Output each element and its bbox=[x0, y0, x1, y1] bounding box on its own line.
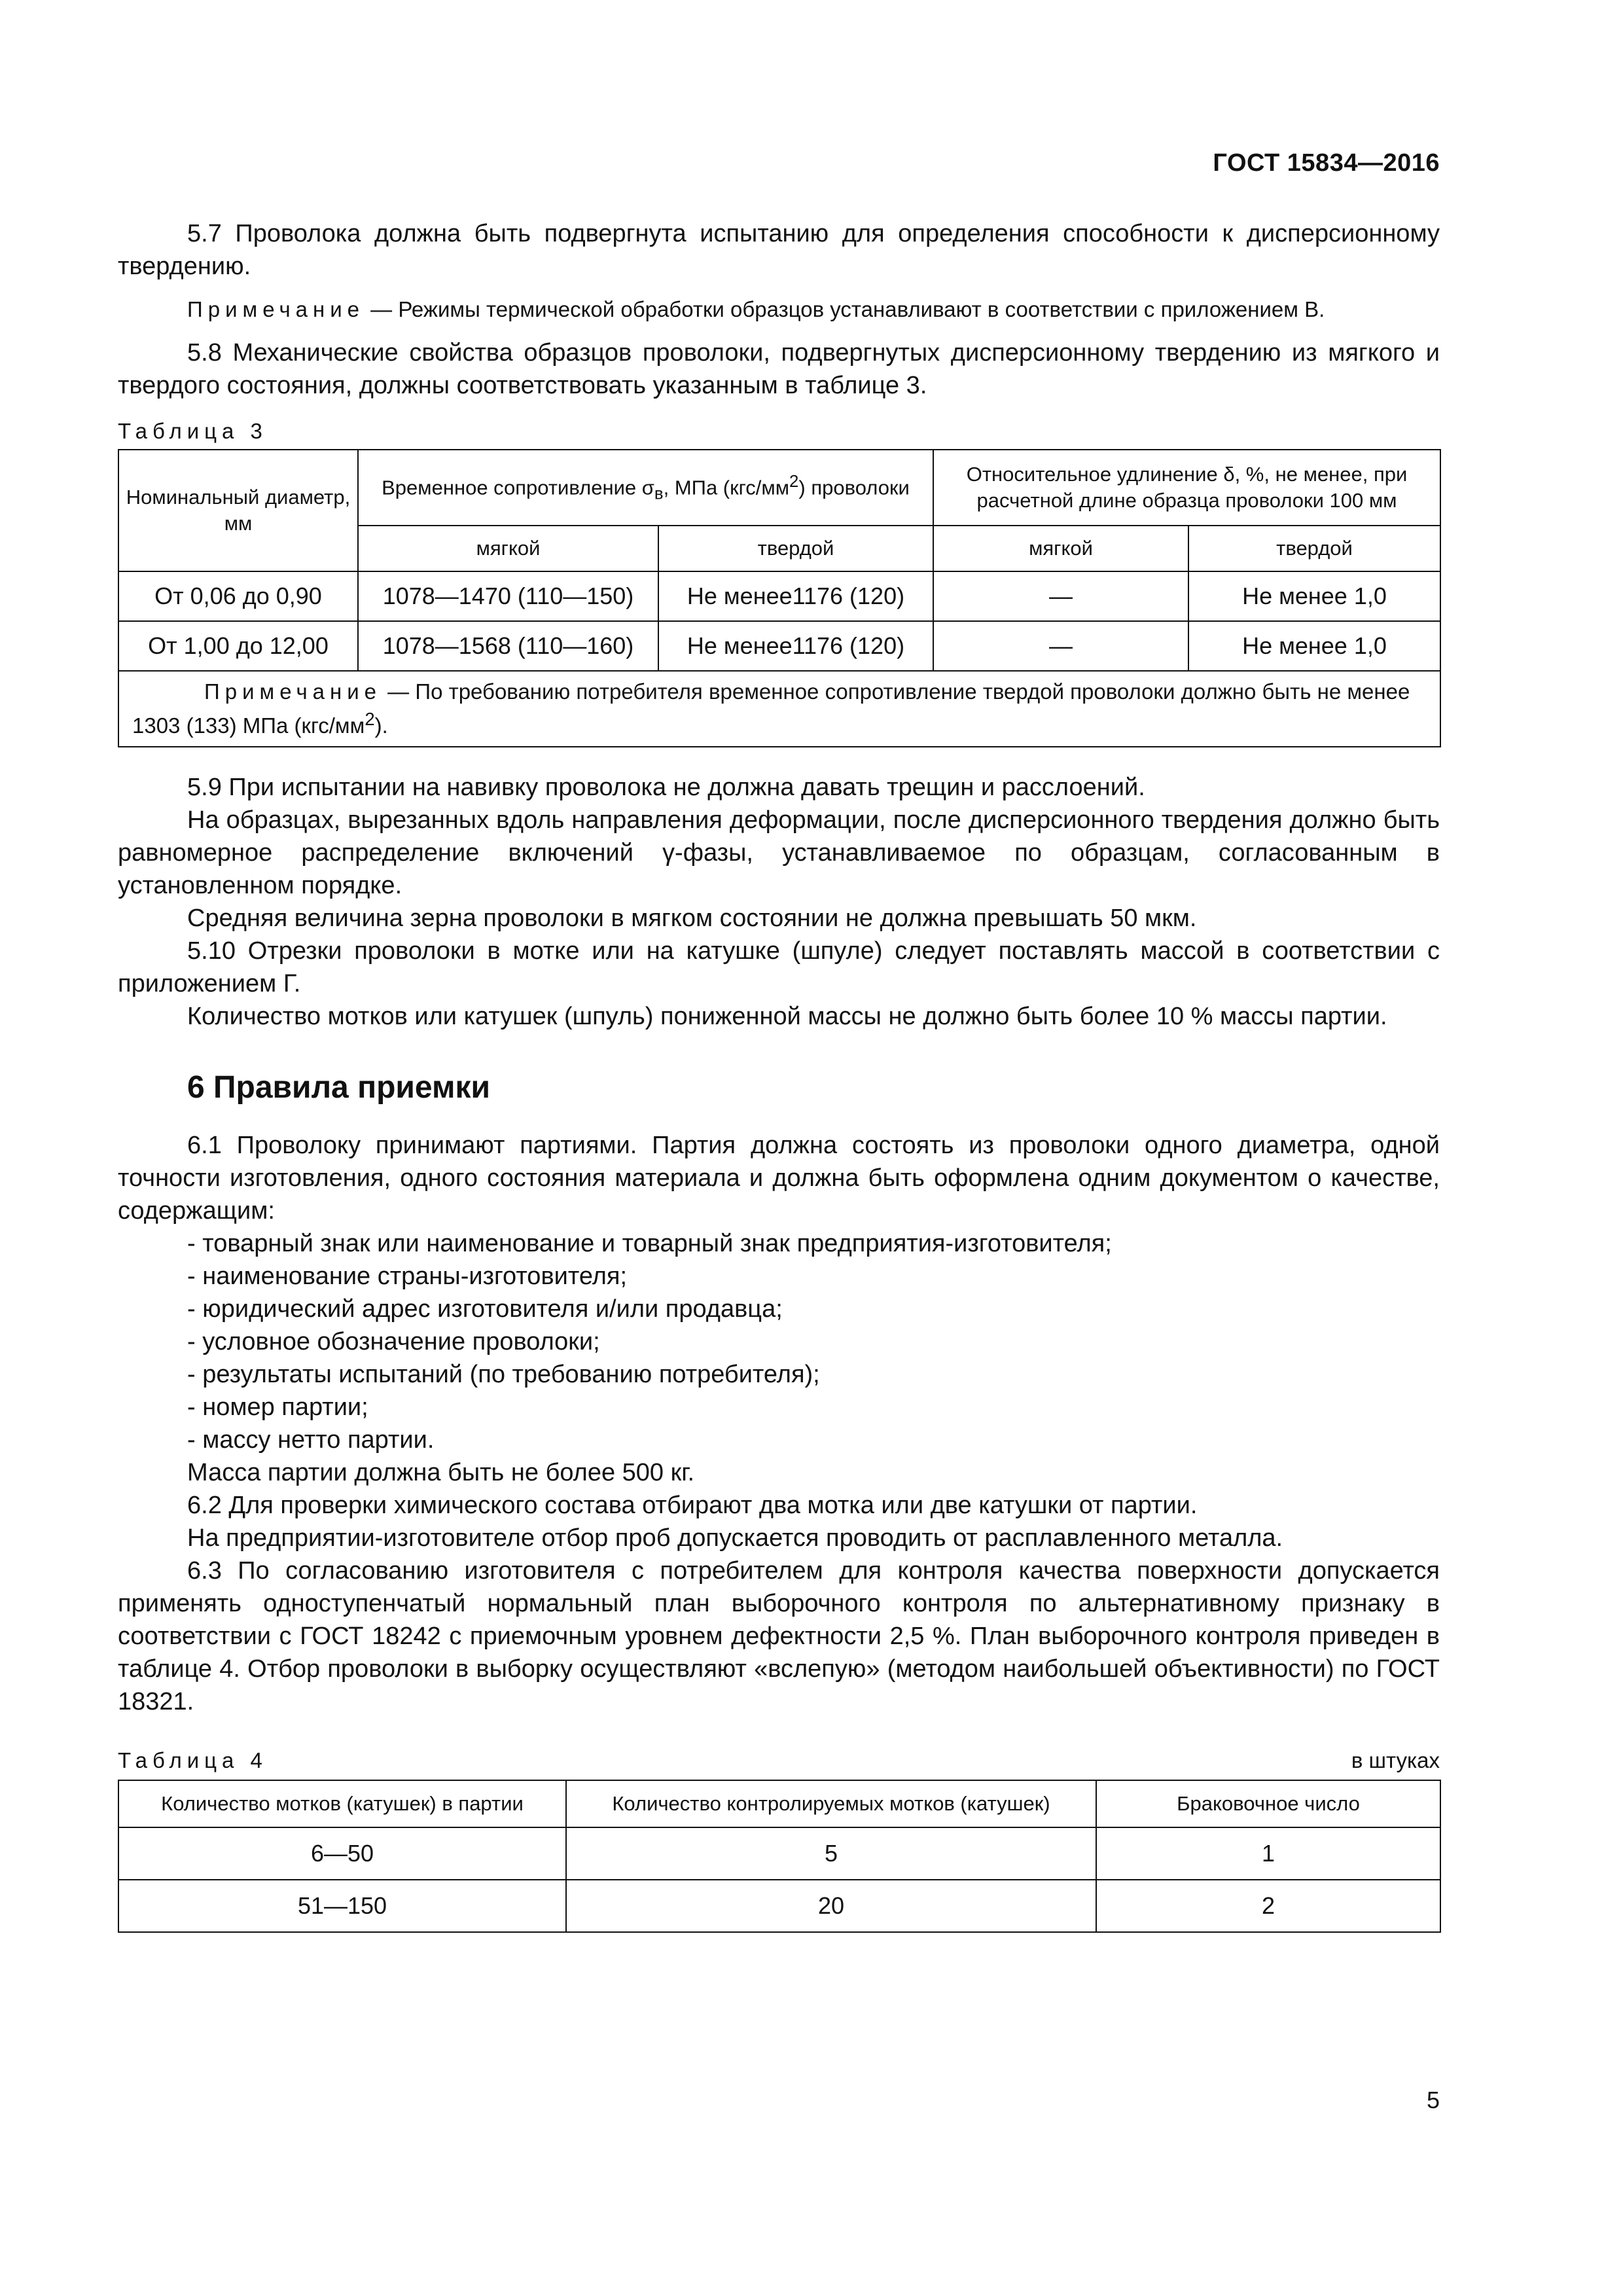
table-3-note: Примечание — По требованию потребителя временное сопротивление твердой проволоки должно быть не менее 1303 (133) МПа $(кгс/мм^2)$. bbox=[118, 671, 1440, 747]
paragraph-5-9: 5.9 При испытании на навивку проволока не должна давать трещин и расслоений. bbox=[187, 774, 1145, 801]
paragraph-6-3: 6.3 По согласованию изготовителя с потребителем для контроля качества поверхности допускается применять одноступенчатый нормальный план выборочного контроля по альтернативному признаку в соответствии с ГОСТ 18242 с приемочным уровнем дефектности 2,5 %. План выборочного контроля приведен в таблице 4. Отбор проволоки в выборку осуществляют «вслепую» (методом наибольшей объективности) по ГОСТ 18321. bbox=[118, 1557, 1440, 1715]
page-number: 5 bbox=[1426, 2087, 1440, 2113]
table-4-caption: Таблица 4 bbox=[118, 1748, 268, 1772]
list-item: - результаты испытаний (по требованию потребителя); bbox=[187, 1361, 820, 1388]
note-text: — Режимы термической обработки образцов устанавливают в соответствии с приложением В. bbox=[365, 297, 1325, 321]
list-item: - номер партии; bbox=[187, 1393, 368, 1421]
paragraph-5-9-grain: Средняя величина зерна проволоки в мягком состоянии не должна превышать 50 мкм. bbox=[187, 905, 1197, 932]
paragraph-6-2-samples: На предприятии-изготовителе отбор проб допускается проводить от расплавленного металла. bbox=[187, 1524, 1283, 1552]
paragraph-5-8: 5.8 Механические свойства образцов проволоки, подвергнутых дисперсионному твердению из мягкого и твердого состояния, должны соответствовать указанным в таблице 3. bbox=[118, 339, 1440, 399]
table-cell: — bbox=[933, 571, 1188, 621]
table-cell: 1 bbox=[1096, 1827, 1440, 1880]
section-6-title: 6 Правила приемки bbox=[187, 1070, 491, 1105]
table-cell: 20 bbox=[566, 1880, 1096, 1932]
paragraph-5-10-mass: Количество мотков или катушек (шпуль) пониженной массы не должно быть более 10 % массы партии. bbox=[187, 1003, 1387, 1030]
table-row bbox=[118, 1827, 1440, 1880]
list-item: - условное обозначение проволоки; bbox=[187, 1328, 600, 1355]
table-4 bbox=[118, 1780, 1441, 1933]
table-cell: 1078—1568 (110—160) bbox=[358, 621, 658, 671]
table-4-header-controlled: Количество контролируемых мотков (катушек) bbox=[566, 1780, 1096, 1827]
table-3-subheader-soft: мягкой bbox=[933, 526, 1188, 571]
table-cell: Не менее1176 (120) bbox=[658, 621, 933, 671]
table-cell: Не менее 1,0 bbox=[1188, 571, 1440, 621]
table-3-header-elongation: Относительное удлинение δ, %, не менее, при расчетной длине образца проволоки 100 мм bbox=[933, 450, 1440, 526]
note-5-7 bbox=[118, 296, 1440, 323]
list-item: - товарный знак или наименование и товарный знак предприятия-изготовителя; bbox=[187, 1230, 1112, 1257]
table-row bbox=[118, 621, 1440, 671]
table-cell: 51—150 bbox=[118, 1880, 566, 1932]
section-5-continued bbox=[118, 771, 1440, 1033]
note-label: Примечание bbox=[187, 297, 365, 321]
table-cell: Не менее 1,0 bbox=[1188, 621, 1440, 671]
list-item: - массу нетто партии. bbox=[187, 1426, 435, 1454]
table-cell: 6—50 bbox=[118, 1827, 566, 1880]
table-row bbox=[118, 1880, 1440, 1932]
document-code: ГОСТ 15834—2016 bbox=[1213, 149, 1440, 177]
paragraph-6-1: 6.1 Проволоку принимают партиями. Партия должна состоять из проволоки одного диаметра, одной точности изготовления, одного состояния материала и должна быть оформлена одним документом о качестве, содержащим: bbox=[118, 1132, 1440, 1225]
table-3-subheader-hard: твердой bbox=[658, 526, 933, 571]
table-3-header-diameter: Номинальный диаметр, мм bbox=[118, 450, 358, 571]
table-cell: 1078—1470 (110—150) bbox=[358, 571, 658, 621]
table-cell: От 0,06 до 0,90 bbox=[118, 571, 358, 621]
table-3-header-strength: Временное сопротивление $\sigma_в$, МПа $(кгс/мм^2)$ проволоки bbox=[358, 450, 933, 526]
paragraph-5-9-gamma: На образцах, вырезанных вдоль направления деформации, после дисперсионного твердения должно быть равномерное распределение включений γ-фазы, устанавливаемое по образцам, согласованным в установленном порядке. bbox=[118, 806, 1440, 899]
table-cell: — bbox=[933, 621, 1188, 671]
document-page bbox=[118, 0, 1440, 2296]
table-3-caption: Таблица 3 bbox=[118, 419, 268, 443]
table-cell: 2 bbox=[1096, 1880, 1440, 1932]
list-item: - наименование страны-изготовителя; bbox=[187, 1263, 628, 1290]
paragraph-5-7: 5.7 Проволока должна быть подвергнута испытанию для определения способности к дисперсионному твердению. bbox=[118, 220, 1440, 280]
table-3 bbox=[118, 449, 1441, 747]
table-cell: От 1,00 до 12,00 bbox=[118, 621, 358, 671]
table-3-subheader-hard: твердой bbox=[1188, 526, 1440, 571]
paragraph-6-2: 6.2 Для проверки химического состава отбирают два мотка или две катушки от партии. bbox=[187, 1492, 1198, 1519]
paragraph-5-10: 5.10 Отрезки проволоки в мотке или на катушке (шпуле) следует поставлять массой в соответствии с приложением Г. bbox=[118, 937, 1440, 997]
table-4-units: в штуках bbox=[1351, 1748, 1440, 1772]
table-4-caption-row bbox=[118, 1748, 1440, 1773]
document-body bbox=[118, 217, 1440, 1933]
table-cell: Не менее1176 (120) bbox=[658, 571, 933, 621]
table-row bbox=[118, 571, 1440, 621]
table-3-subheader-soft: мягкой bbox=[358, 526, 658, 571]
table-4-header-reject: Браковочное число bbox=[1096, 1780, 1440, 1827]
list-item: - юридический адрес изготовителя и/или продавца; bbox=[187, 1295, 783, 1323]
paragraph-6-1-mass: Масса партии должна быть не более 500 кг. bbox=[187, 1459, 695, 1486]
table-4-header-lots: Количество мотков (катушек) в партии bbox=[118, 1780, 566, 1827]
table-cell: 5 bbox=[566, 1827, 1096, 1880]
